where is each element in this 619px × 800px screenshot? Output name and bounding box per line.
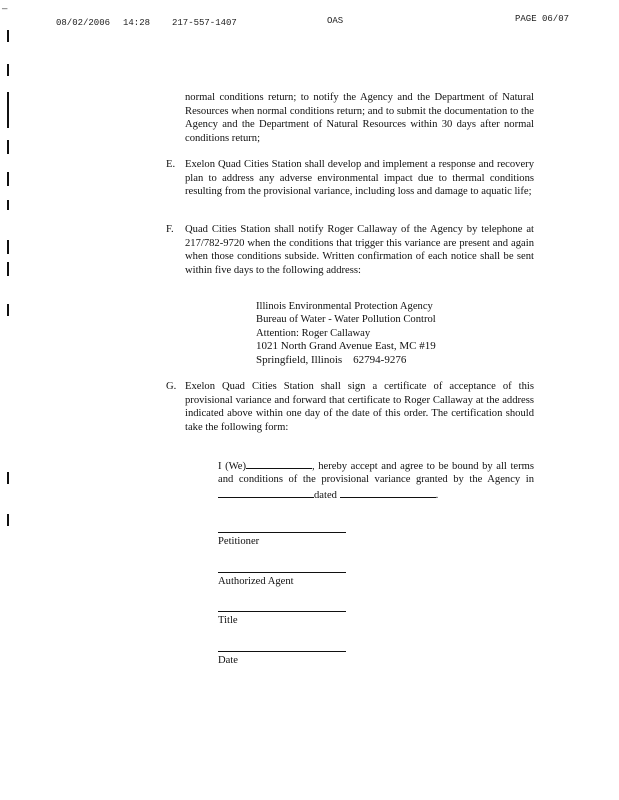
margin-tick <box>7 64 9 76</box>
margin-tick <box>7 200 9 210</box>
title-signature-line[interactable] <box>218 611 346 612</box>
item-f-text: Quad Cities Station shall notify Roger Callaway of the Agency by telephone at 217/782-9720 when the conditions that trigger this variance are present and again when those conditions subside. Written confirmation of each notice shall be sent within five days to the following address: <box>185 224 534 276</box>
margin-tick <box>7 92 9 128</box>
item-e-letter: E. <box>166 159 176 170</box>
fax-header <box>0 14 619 30</box>
cert-text-4: . <box>435 489 439 501</box>
fax-sender: OAS <box>327 16 344 26</box>
docket-blank[interactable] <box>218 487 314 498</box>
margin-tick <box>7 240 9 254</box>
fax-phone: 217-557-1407 <box>172 18 237 28</box>
fax-time: 14:28 <box>123 18 151 28</box>
cert-text-2: , hereby accept and agree to be bound by all terms and conditions of the provisional variance granted by the Agency in <box>218 461 534 486</box>
date-blank[interactable] <box>340 487 436 498</box>
petitioner-label: Petitioner <box>218 536 260 547</box>
address-line: Illinois Environmental Protection Agency <box>256 301 433 312</box>
item-g-text: Exelon Quad Cities Station shall sign a certificate of acceptance of this provisional variance and forward that certificate to Roger Callaway at the address indicated above within one day of the date of this order. The certification should take the following form: <box>185 381 534 433</box>
item-e-text: Exelon Quad Cities Station shall develop and implement a response and recovery plan to address any adverse environmental impact due to thermal conditions resulting from the provisional variance, including loss and damage to aquatic life; <box>185 159 534 198</box>
title-label: Title <box>218 615 238 626</box>
petitioner-name-blank[interactable] <box>246 458 312 469</box>
date-label: Date <box>218 655 238 666</box>
address-line: Springfield, Illinois 62794-9276 <box>256 353 407 366</box>
margin-tick <box>7 514 9 526</box>
margin-tick <box>7 140 9 154</box>
agent-signature-line[interactable] <box>218 572 346 573</box>
margin-tick <box>7 30 9 42</box>
fax-date: 08/02/2006 <box>56 18 111 28</box>
margin-tick <box>7 472 9 484</box>
address-line: 1021 North Grand Avenue East, MC #19 <box>256 340 436 353</box>
certificate-form <box>218 458 534 502</box>
continuation-paragraph: normal conditions return; to notify the Agency and the Department of Natural Resources when normal conditions return; and to submit the documentation to the Agency and the Department of Natural Resources within 30 days after normal conditions return; <box>185 92 534 144</box>
margin-tick <box>7 262 9 276</box>
item-g-letter: G. <box>166 381 177 392</box>
agent-label: Authorized Agent <box>218 576 294 587</box>
petitioner-signature-line[interactable] <box>218 532 346 533</box>
cert-text-3: dated <box>314 489 337 501</box>
agency-address <box>256 300 436 367</box>
item-f-letter: F. <box>166 224 174 235</box>
cert-text-1: I (We) <box>218 461 247 472</box>
corner-mark: — <box>2 4 8 14</box>
margin-tick <box>7 304 9 316</box>
address-line: Attention: Roger Callaway <box>256 327 371 339</box>
margin-tick <box>7 172 9 186</box>
address-line: Bureau of Water - Water Pollution Control <box>256 314 436 326</box>
fax-page-number: PAGE 06/07 <box>515 14 570 24</box>
date-signature-line[interactable] <box>218 651 346 652</box>
